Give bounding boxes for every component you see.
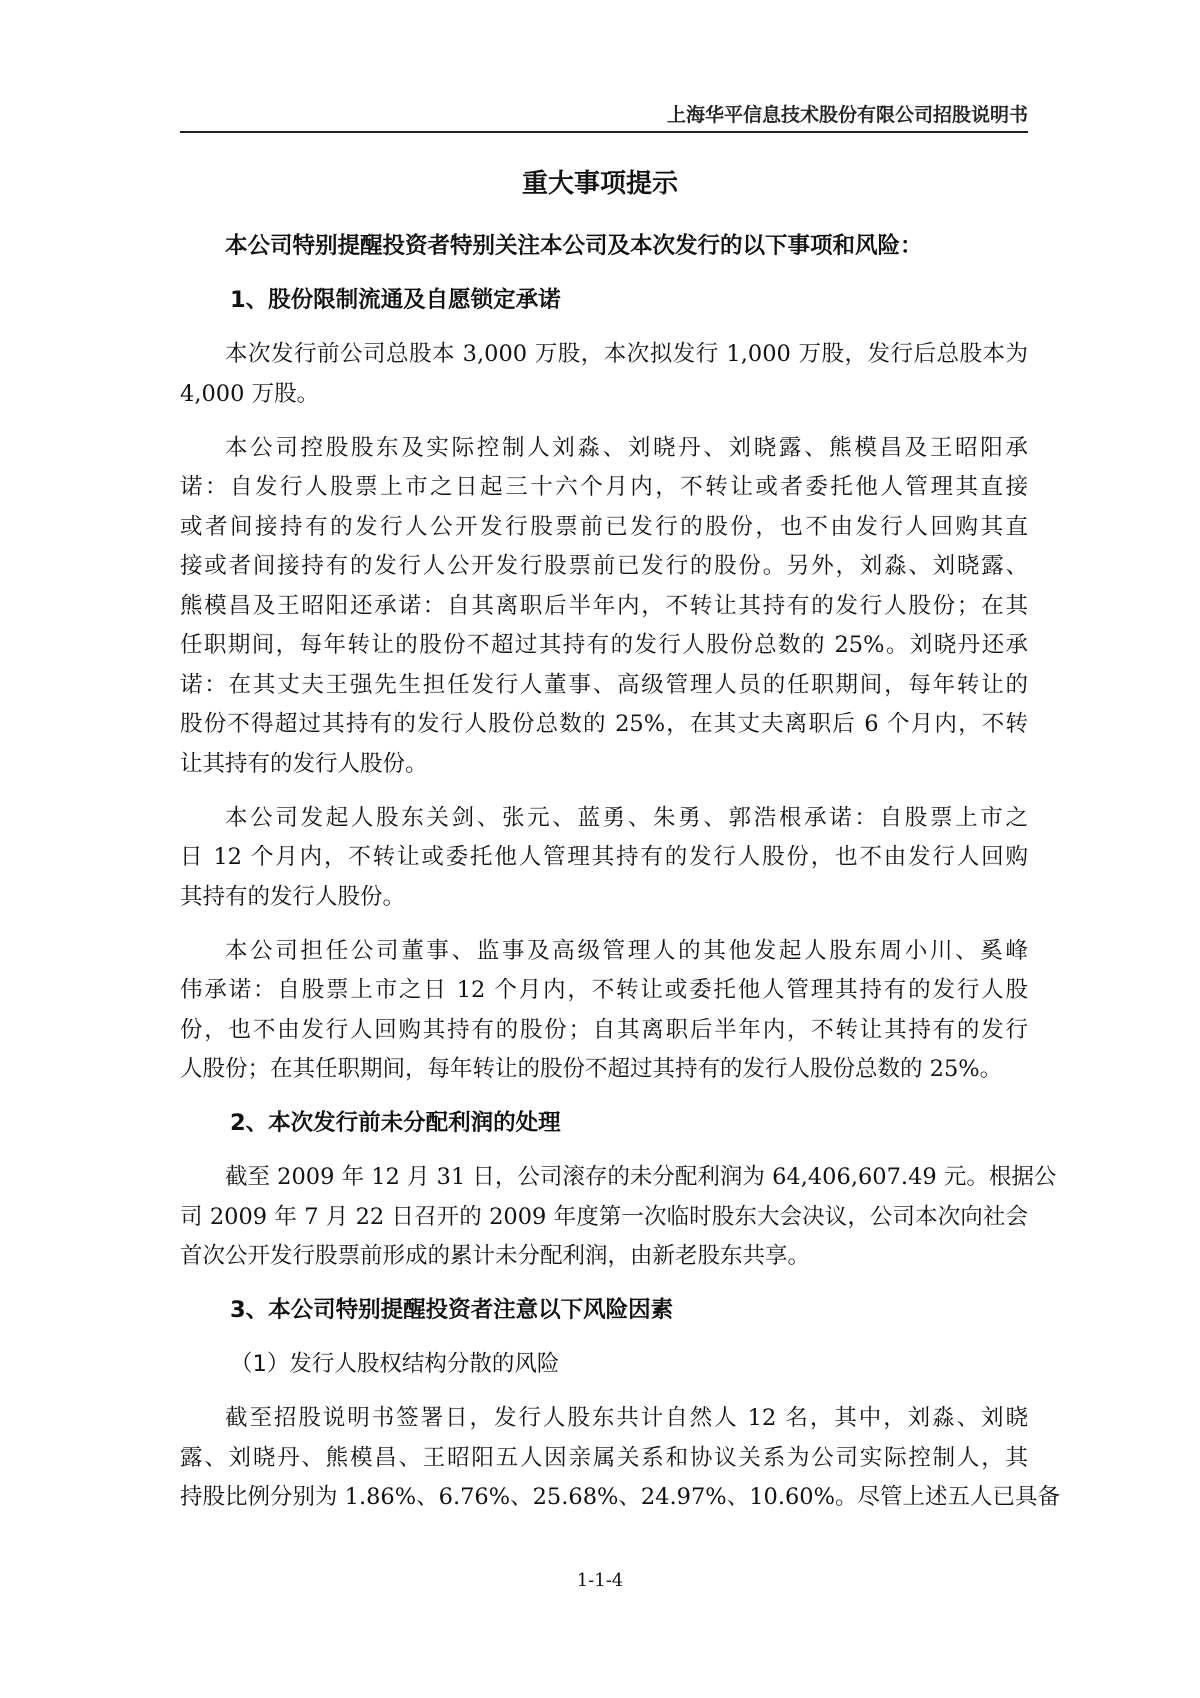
text-line: 持股比例分别为 1.86%、6.76%、25.68%、24.97%、10.60%。尽管上述五人已具备 [180, 1484, 1060, 1510]
text-line: 露、刘晓丹、熊模昌、王昭阳五人因亲属关系和协议关系为公司实际控制人，其 [180, 1444, 1028, 1471]
paragraph [180, 1158, 1057, 1277]
intro-paragraph [180, 227, 1028, 267]
text-line: 本公司控股股东及实际控制人刘淼、刘晓丹、刘晓露、熊模昌及王昭阳承 [225, 434, 1028, 461]
paragraph [180, 1399, 1060, 1518]
document-body [180, 227, 1060, 1518]
text-line: 首次公开发行股票前形成的累计未分配利润，由新老股东共享。 [180, 1243, 811, 1269]
text-line: 司 2009 年 7 月 22 日召开的 2009 年度第一次临时股东大会决议，公司本次向社会 [180, 1203, 1028, 1230]
text-line: 伟承诺：自股票上市之日 12 个月内，不转让或委托他人管理其持有的发行人股 [180, 977, 1028, 1003]
text-line: 本公司担任公司董事、监事及高级管理人的其他发起人股东周小川、奚峰 [225, 937, 1028, 964]
text-line: 人股份；在其任职期间，每年转让的股份不超过其持有的发行人股份总数的 25%。 [180, 1056, 1003, 1082]
text-line: 1、股份限制流通及自愿锁定承诺 [230, 287, 561, 313]
text-line: 股份不得超过其持有的发行人股份总数的 25%，在其丈夫离职后 6 个月内，不转 [180, 711, 1028, 737]
section-heading [180, 1291, 1028, 1331]
text-line: 诺：自发行人股票上市之日起三十六个月内，不转让或者委托他人管理其直接 [180, 474, 1028, 500]
text-line: 2、本次发行前未分配利润的处理 [230, 1110, 561, 1136]
header-rule [180, 131, 1028, 133]
text-line: 截至 2009 年 12 月 31 日，公司滚存的未分配利润为 64,406,607.49 元。根据公 [225, 1164, 1057, 1190]
text-line: 本次发行前公司总股本 3,000 万股，本次拟发行 1,000 万股，发行后总股本为 [225, 341, 1028, 367]
paragraph [180, 932, 1028, 1090]
page-number: 1-1-4 [576, 1570, 624, 1591]
text-line: 4,000 万股。 [180, 380, 320, 407]
text-line: 3、本公司特别提醒投资者注意以下风险因素 [230, 1297, 674, 1323]
paragraph [180, 335, 1028, 414]
text-line: 截至招股说明书签署日，发行人股东共计自然人 12 名，其中，刘淼、刘晓 [225, 1405, 1028, 1431]
text-line: 份，也不由发行人回购其持有的股份；自其离职后半年内，不转让其持有的发行 [180, 1016, 1028, 1043]
section-heading [180, 281, 1028, 321]
text-line: 熊模昌及王昭阳还承诺：自其离职后半年内，不转让其持有的发行人股份；在其 [180, 592, 1028, 619]
paragraph [180, 799, 1028, 918]
text-line: 日 12 个月内，不转让或委托他人管理其持有的发行人股份，也不由发行人回购 [180, 844, 1028, 870]
text-line: 其持有的发行人股份。 [180, 883, 406, 910]
text-line: 让其持有的发行人股份。 [180, 750, 428, 777]
paragraph [180, 429, 1028, 785]
subsection-heading [180, 1345, 1028, 1385]
section-heading [180, 1104, 1028, 1144]
text-line: 接或者间接持有的发行人公开发行股票前已发行的股份。另外，刘淼、刘晓露、 [180, 553, 1028, 579]
page-title: 重大事项提示 [521, 169, 678, 199]
text-line: 诺：在其丈夫王强先生担任发行人董事、高级管理人员的任职期间，每年转让的 [180, 671, 1028, 698]
text-line: （1）发行人股权结构分散的风险 [230, 1351, 560, 1377]
text-line: 或者间接持有的发行人公开发行股票前已发行的股份，也不由发行人回购其直 [180, 513, 1028, 540]
text-line: 任职期间，每年转让的股份不超过其持有的发行人股份总数的 25%。刘晓丹还承 [180, 632, 1028, 658]
text-line: 本公司发起人股东关剑、张元、蓝勇、朱勇、郭浩根承诺：自股票上市之 [225, 804, 1028, 831]
text-line: 本公司特别提醒投资者特别关注本公司及本次发行的以下事项和风险： [225, 233, 923, 259]
running-header: 上海华平信息技术股份有限公司招股说明书 [666, 104, 1028, 126]
